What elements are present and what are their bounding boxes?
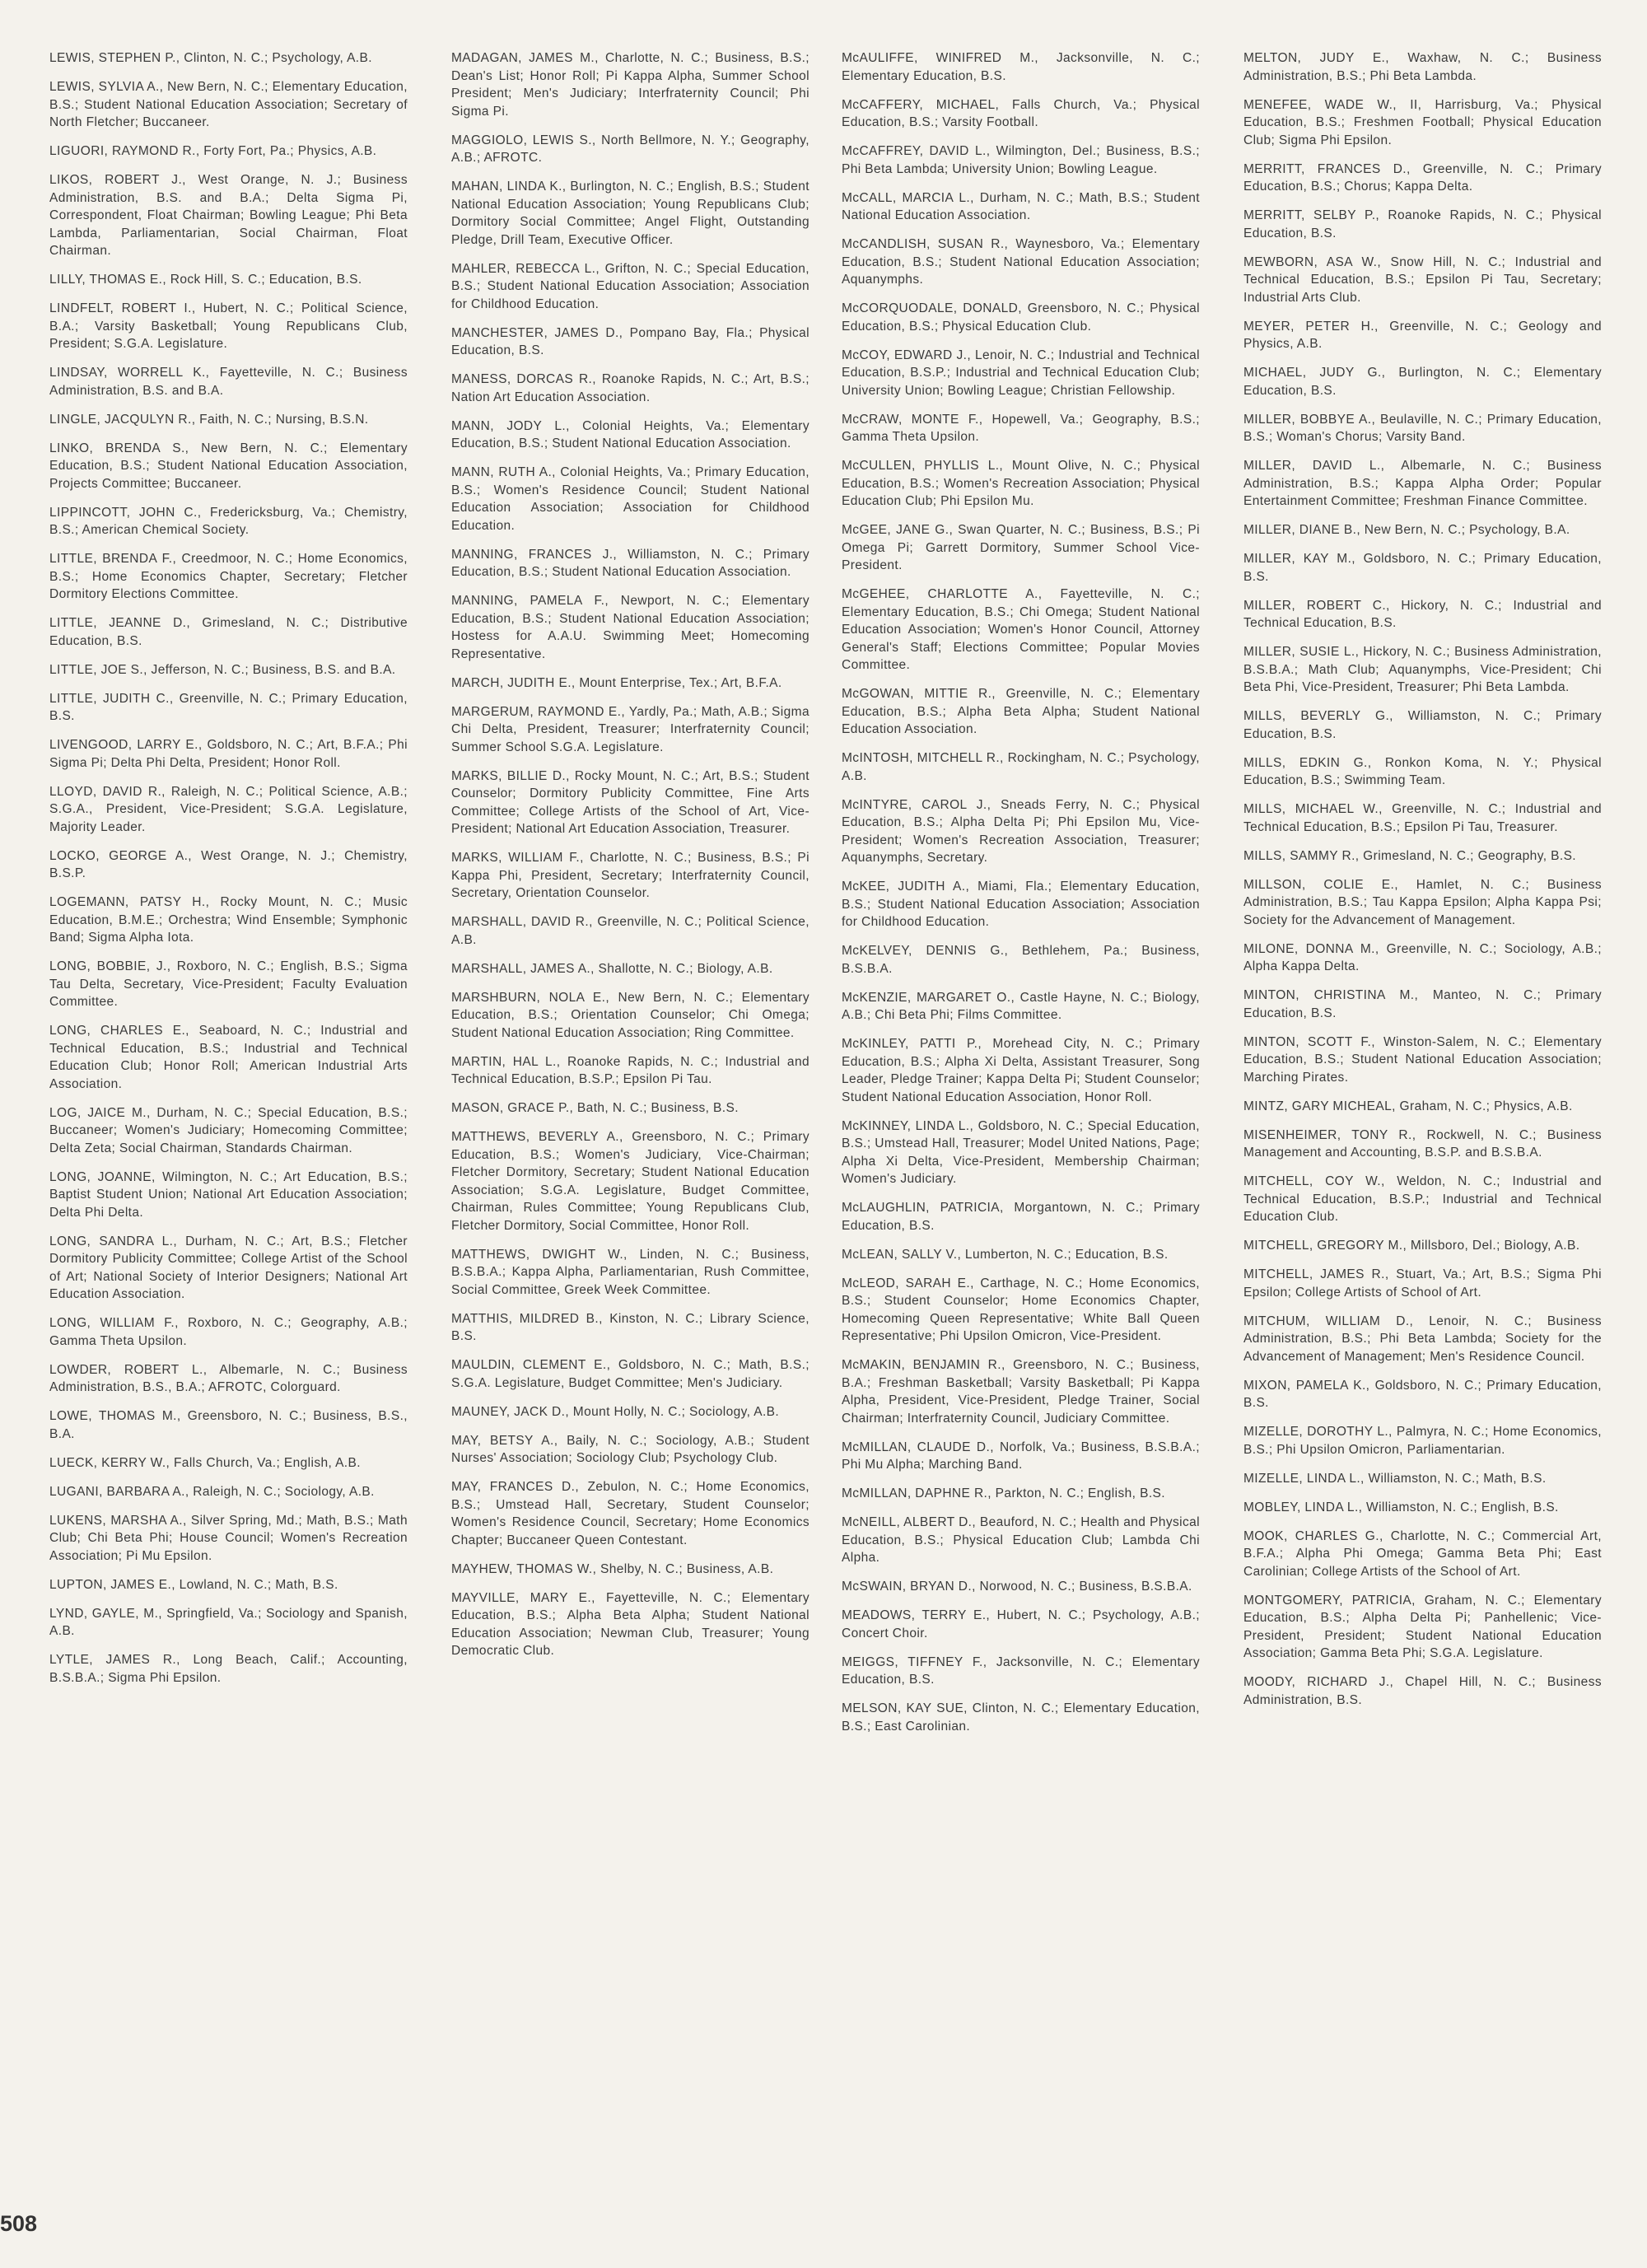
student-entry: McCRAW, MONTE F., Hopewell, Va.; Geography, B.S.; Gamma Theta Upsilon. (842, 412, 1200, 444)
student-entry: MILLS, SAMMY R., Grimesland, N. C.; Geography, B.S. (1243, 848, 1577, 863)
student-entry: McMILLAN, DAPHNE R., Parkton, N. C.; English, B.S. (842, 1486, 1165, 1500)
student-entry: LIVENGOOD, LARRY E., Goldsboro, N. C.; Art, B.F.A.; Phi Sigma Pi; Delta Phi Delta, President; Honor Roll. (49, 738, 408, 770)
student-entry: LOWDER, ROBERT L., Albemarle, N. C.; Business Administration, B.S., B.A.; AFROTC, Colorguard. (49, 1362, 408, 1394)
student-entry: MEIGGS, TIFFNEY F., Jacksonville, N. C.; Elementary Education, B.S. (842, 1654, 1200, 1687)
student-entry: LUKENS, MARSHA A., Silver Spring, Md.; Math, B.S.; Math Club; Chi Beta Phi; House Council; Women's Recreation Association; Pi Mu Epsilon. (49, 1513, 408, 1563)
column-2 (451, 49, 810, 1671)
student-entry: MADAGAN, JAMES M., Charlotte, N. C.; Business, B.S.; Dean's List; Honor Roll; Pi Kappa Alpha, Summer School President; Men's Judiciary; Interfraternity Council; Phi Sigma Pi. (451, 51, 810, 119)
student-entry: MOOK, CHARLES G., Charlotte, N. C.; Commercial Art, B.F.A.; Alpha Phi Omega; Gamma Beta Phi; East Carolinian; College Artists of the School of Art. (1243, 1528, 1602, 1579)
student-entry: LOGEMANN, PATSY H., Rocky Mount, N. C.; Music Education, B.M.E.; Orchestra; Wind Ensemble; Symphonic Band; Sigma Alpha Iota. (49, 895, 408, 945)
yearbook-page (49, 49, 1602, 2207)
student-entry: MILLS, BEVERLY G., Williamston, N. C.; Primary Education, B.S. (1243, 709, 1602, 741)
student-entry: McCALL, MARCIA L., Durham, N. C.; Math, B.S.; Student National Education Association. (842, 190, 1200, 222)
student-entry: LONG, SANDRA L., Durham, N. C.; Art, B.S.; Fletcher Dormitory Publicity Committee; College Artist of the School of Art; National Society of Interior Designers; National Art Education Association. (49, 1234, 408, 1301)
student-entry: MILLER, BOBBYE A., Beulaville, N. C.; Primary Education, B.S.; Woman's Chorus; Varsity Band. (1243, 412, 1602, 444)
student-entry: MELTON, JUDY E., Waxhaw, N. C.; Business Administration, B.S.; Phi Beta Lambda. (1243, 51, 1602, 83)
student-entry: MANNING, FRANCES J., Williamston, N. C.; Primary Education, B.S.; Student National Education Association. (451, 547, 810, 579)
student-entry: MIZELLE, DOROTHY L., Palmyra, N. C.; Home Economics, B.S.; Phi Upsilon Omicron, Parliamentarian. (1243, 1425, 1602, 1457)
student-entry: LONG, CHARLES E., Seaboard, N. C.; Industrial and Technical Education, B.S.; Industrial and Technical Education Club; Honor Roll; American Industrial Arts Association. (49, 1024, 408, 1091)
student-entry: MITCHELL, JAMES R., Stuart, Va.; Art, B.S.; Sigma Phi Epsilon; College Artists of School of Art. (1243, 1267, 1602, 1300)
student-entry: LIPPINCOTT, JOHN C., Fredericksburg, Va.; Chemistry, B.S.; American Chemical Society. (49, 505, 408, 537)
student-entry: MEWBORN, ASA W., Snow Hill, N. C.; Industrial and Technical Education, B.S.; Epsilon Pi Tau, Secretary; Industrial Arts Club. (1243, 254, 1602, 305)
student-entry: LOCKO, GEORGE A., West Orange, N. J.; Chemistry, B.S.P. (49, 848, 408, 880)
student-entry: MANN, RUTH A., Colonial Heights, Va.; Primary Education, B.S.; Women's Residence Council; Student National Education Association; Association for Childhood Education. (451, 465, 810, 533)
student-entry: McGEHEE, CHARLOTTE A., Fayetteville, N. C.; Elementary Education, B.S.; Chi Omega; Student National Education Association; Women's Honor Council, Attorney General's Staff; Elections Committee; Popular Movies Committee. (842, 587, 1200, 672)
student-entry: LOWE, THOMAS M., Greensboro, N. C.; Business, B.S., B.A. (49, 1409, 408, 1441)
student-entry: McCAFFREY, DAVID L., Wilmington, Del.; Business, B.S.; Phi Beta Lambda; University Union; Bowling League. (842, 144, 1200, 176)
student-entry: LUECK, KERRY W., Falls Church, Va.; English, A.B. (49, 1455, 361, 1470)
student-entry: LINKO, BRENDA S., New Bern, N. C.; Elementary Education, B.S.; Student National Education Association, Projects Committee; Buccaneer. (49, 441, 408, 491)
student-entry: MITCHUM, WILLIAM D., Lenoir, N. C.; Business Administration, B.S.; Phi Beta Lambda; Society for the Advancement of Management; Men's Residence Council. (1243, 1314, 1602, 1364)
student-entry: MAHAN, LINDA K., Burlington, N. C.; English, B.S.; Student National Education Association; Young Republicans Club; Dormitory Social Committee; Angel Flight, Outstanding Pledge, Drill Team, Executive Officer. (451, 180, 810, 247)
student-entry: McSWAIN, BRYAN D., Norwood, N. C.; Business, B.S.B.A. (842, 1580, 1192, 1594)
student-entry: McGEE, JANE G., Swan Quarter, N. C.; Business, B.S.; Pi Omega Pi; Garrett Dormitory, Summer School Vice-President. (842, 523, 1200, 572)
student-entry: McKELVEY, DENNIS G., Bethlehem, Pa.; Business, B.S.B.A. (842, 944, 1200, 976)
student-entry: MAYVILLE, MARY E., Fayetteville, N. C.; Elementary Education, B.S.; Alpha Beta Alpha; Student National Education Association; Newman Club, Treasurer; Young Democratic Club. (451, 1590, 810, 1658)
student-entry: MATTHIS, MILDRED B., Kinston, N. C.; Library Science, B.S. (451, 1311, 810, 1343)
column-4 (1243, 49, 1602, 1720)
student-entry: McMILLAN, CLAUDE D., Norfolk, Va.; Business, B.S.B.A.; Phi Mu Alpha; Marching Band. (842, 1440, 1200, 1472)
student-entry: MARSHBURN, NOLA E., New Bern, N. C.; Elementary Education, B.S.; Orientation Counselor; Chi Omega; Student National Education Association; Ring Committee. (451, 990, 810, 1040)
student-entry: McAULIFFE, WINIFRED M., Jacksonville, N. C.; Elementary Education, B.S. (842, 51, 1200, 83)
student-entry: MANCHESTER, JAMES D., Pompano Bay, Fla.; Physical Education, B.S. (451, 325, 810, 357)
student-entry: LITTLE, JUDITH C., Greenville, N. C.; Primary Education, B.S. (49, 691, 408, 723)
student-entry: LEWIS, SYLVIA A., New Bern, N. C.; Elementary Education, B.S.; Student National Education Association; Secretary of North Fletcher; Buccaneer. (49, 80, 408, 129)
student-entry: MILLSON, COLIE E., Hamlet, N. C.; Business Administration, B.S.; Tau Kappa Epsilon; Alpha Kappa Psi; Society for the Advancement of Management. (1243, 877, 1602, 927)
student-entry: LINGLE, JACQULYN R., Faith, N. C.; Nursing, B.S.N. (49, 412, 369, 427)
student-entry: MINTON, CHRISTINA M., Manteo, N. C.; Primary Education, B.S. (1243, 988, 1602, 1020)
student-entry: McNEILL, ALBERT D., Beauford, N. C.; Health and Physical Education, B.S.; Physical Education Club; Lambda Chi Alpha. (842, 1515, 1200, 1565)
student-entry: MAHLER, REBECCA L., Grifton, N. C.; Special Education, B.S.; Student National Education Association; Association for Childhood Education. (451, 261, 810, 311)
student-entry: McKINNEY, LINDA L., Goldsboro, N. C.; Special Education, B.S.; Umstead Hall, Treasurer; Model United Nations, Page; Alpha Xi Delta, Vice-President, Membership Chairman; Women's Judiciary. (842, 1118, 1200, 1186)
student-entry: LILLY, THOMAS E., Rock Hill, S. C.; Education, B.S. (49, 273, 362, 287)
student-entry: LONG, JOANNE, Wilmington, N. C.; Art Education, B.S.; Baptist Student Union; National Art Education Association; Delta Phi Delta. (49, 1169, 408, 1220)
student-entry: LIGUORI, RAYMOND R., Forty Fort, Pa.; Physics, A.B. (49, 144, 377, 158)
student-entry: MAYHEW, THOMAS W., Shelby, N. C.; Business, A.B. (451, 1561, 774, 1576)
student-entry: LIKOS, ROBERT J., West Orange, N. J.; Business Administration, B.S. and B.A.; Delta Sigma Pi, Correspondent, Float Chairman; Bowling League; Phi Beta Lambda, Parliamentarian, Social Chairman, Float Chairman. (49, 173, 408, 258)
student-entry: MAULDIN, CLEMENT E., Goldsboro, N. C.; Math, B.S.; S.G.A. Legislature, Budget Committee; Men's Judiciary. (451, 1358, 810, 1390)
student-entry: MERRITT, FRANCES D., Greenville, N. C.; Primary Education, B.S.; Chorus; Kappa Delta. (1243, 161, 1602, 194)
student-entry: LITTLE, JEANNE D., Grimesland, N. C.; Distributive Education, B.S. (49, 616, 408, 648)
student-entry: LONG, BOBBIE, J., Roxboro, N. C.; English, B.S.; Sigma Tau Delta, Secretary, Vice-President; Faculty Evaluation Committee. (49, 959, 408, 1009)
student-entry: McLAUGHLIN, PATRICIA, Morgantown, N. C.; Primary Education, B.S. (842, 1201, 1200, 1233)
student-entry: LOG, JAICE M., Durham, N. C.; Special Education, B.S.; Buccaneer; Women's Judiciary; Homecoming Committee; Delta Zeta; Social Chairman, Standards Chairman. (49, 1105, 408, 1155)
student-entry: MAY, BETSY A., Baily, N. C.; Sociology, A.B.; Student Nurses' Association; Sociology Club; Psychology Club. (451, 1433, 810, 1465)
student-entry: MELSON, KAY SUE, Clinton, N. C.; Elementary Education, B.S.; East Carolinian. (842, 1701, 1200, 1734)
student-entry: McCANDLISH, SUSAN R., Waynesboro, Va.; Elementary Education, B.S.; Student National Education Association; Aquanymphs. (842, 237, 1200, 287)
student-entry: McCULLEN, PHYLLIS L., Mount Olive, N. C.; Physical Education, B.S.; Women's Recreation Association; Physical Education Club; Phi Epsilon Mu. (842, 459, 1200, 508)
student-entry: McKEE, JUDITH A., Miami, Fla.; Elementary Education, B.S.; Student National Education Association; Association for Childhood Education. (842, 880, 1200, 929)
student-entry: McCOY, EDWARD J., Lenoir, N. C.; Industrial and Technical Education, B.S.P.; Industrial and Technical Education Club; University Union; Bowling League; Christian Fellowship. (842, 348, 1200, 398)
student-entry: MILLER, DAVID L., Albemarle, N. C.; Business Administration, B.S.; Kappa Alpha Order; Popular Entertainment Committee; Freshman Finance Committee. (1243, 459, 1602, 508)
student-entry: MANESS, DORCAS R., Roanoke Rapids, N. C.; Art, B.S.; Nation Art Education Association. (451, 372, 810, 404)
student-entry: MAUNEY, JACK D., Mount Holly, N. C.; Sociology, A.B. (451, 1404, 780, 1419)
student-entry: MOODY, RICHARD J., Chapel Hill, N. C.; Business Administration, B.S. (1243, 1675, 1602, 1707)
student-entry: MITCHELL, COY W., Weldon, N. C.; Industrial and Technical Education, B.S.P.; Industrial and Technical Education Club. (1243, 1174, 1602, 1224)
student-entry: McKENZIE, MARGARET O., Castle Hayne, N. C.; Biology, A.B.; Chi Beta Phi; Films Committee. (842, 990, 1200, 1022)
student-entry: MILLER, KAY M., Goldsboro, N. C.; Primary Education, B.S. (1243, 552, 1602, 584)
student-entry: LYND, GAYLE, M., Springfield, Va.; Sociology and Spanish, A.B. (49, 1606, 408, 1638)
student-entry: MIZELLE, LINDA L., Williamston, N. C.; Math, B.S. (1243, 1471, 1547, 1486)
student-entry: McCORQUODALE, DONALD, Greensboro, N. C.; Physical Education, B.S.; Physical Education Club. (842, 301, 1200, 334)
student-entry: McLEAN, SALLY V., Lumberton, N. C.; Education, B.S. (842, 1247, 1169, 1262)
student-entry: MATTHEWS, DWIGHT W., Linden, N. C.; Business, B.S.B.A.; Kappa Alpha, Parliamentarian, Rush Committee, Social Committee, Greek Week Committee. (451, 1247, 810, 1297)
student-entry: MARSHALL, JAMES A., Shallotte, N. C.; Biology, A.B. (451, 961, 773, 976)
student-entry: McCAFFERY, MICHAEL, Falls Church, Va.; Physical Education, B.S.; Varsity Football. (842, 97, 1200, 129)
student-entry: LINDFELT, ROBERT I., Hubert, N. C.; Political Science, B.A.; Varsity Basketball; Young Republicans Club, President; S.G.A. Legislature. (49, 301, 408, 351)
student-entry: McINTOSH, MITCHELL R., Rockingham, N. C.; Psychology, A.B. (842, 751, 1200, 783)
student-entry: McGOWAN, MITTIE R., Greenville, N. C.; Elementary Education, B.S.; Alpha Beta Alpha; Student National Education Association. (842, 687, 1200, 736)
student-entry: MILONE, DONNA M., Greenville, N. C.; Sociology, A.B.; Alpha Kappa Delta. (1243, 941, 1602, 973)
student-entry: MILLS, MICHAEL W., Greenville, N. C.; Industrial and Technical Education, B.S.; Epsilon Pi Tau, Treasurer. (1243, 802, 1602, 834)
student-entry: MENEFEE, WADE W., II, Harrisburg, Va.; Physical Education, B.S.; Freshmen Football; Physical Education Club; Sigma Phi Epsilon. (1243, 97, 1602, 147)
student-entry: McMAKIN, BENJAMIN R., Greensboro, N. C.; Business, B.A.; Freshman Basketball; Varsity Basketball; Pi Kappa Alpha, President, Vice-President, Pledge Trainer, Social Chairman; Interfraternity Council, Judiciary Committee. (842, 1358, 1200, 1426)
student-entry: MARKS, WILLIAM F., Charlotte, N. C.; Business, B.S.; Pi Kappa Phi, President, Secretary; Interfraternity Council, Secretary, Orientation Counselor. (451, 851, 810, 900)
student-entry: MARSHALL, DAVID R., Greenville, N. C.; Political Science, A.B. (451, 915, 810, 947)
student-entry: McKINLEY, PATTI P., Morehead City, N. C.; Primary Education, B.S.; Alpha Xi Delta, Assistant Treasurer, Song Leader, Pledge Trainer; Kappa Delta Pi; Student Counselor; Student National Education Association, Honor Roll. (842, 1037, 1200, 1104)
student-entry: MANNING, PAMELA F., Newport, N. C.; Elementary Education, B.S.; Student National Education Association; Hostess for A.A.U. Swimming Meet; Homecoming Representative. (451, 594, 810, 661)
student-entry: MIXON, PAMELA K., Goldsboro, N. C.; Primary Education, B.S. (1243, 1378, 1602, 1410)
student-entry: MERRITT, SELBY P., Roanoke Rapids, N. C.; Physical Education, B.S. (1243, 208, 1602, 240)
student-entry: LLOYD, DAVID R., Raleigh, N. C.; Political Science, A.B.; S.G.A., President, Vice-President; S.G.A. Legislature, Majority Leader. (49, 784, 408, 834)
student-entry: MEYER, PETER H., Greenville, N. C.; Geology and Physics, A.B. (1243, 319, 1602, 351)
student-entry: LUPTON, JAMES E., Lowland, N. C.; Math, B.S. (49, 1577, 338, 1592)
student-entry: MANN, JODY L., Colonial Heights, Va.; Elementary Education, B.S.; Student National Education Association. (451, 418, 810, 450)
student-entry: MASON, GRACE P., Bath, N. C.; Business, B.S. (451, 1101, 739, 1115)
column-1 (49, 49, 408, 1698)
student-entry: MATTHEWS, BEVERLY A., Greensboro, N. C.; Primary Education, B.S.; Women's Judiciary, Vice-Chairman; Fletcher Dormitory, Secretary; Student National Education Association; S.G.A. Legislature, Budget Committee, Chairman, Rules Committee; Young Republicans Club, Fletcher Dormitory, Social Committee, Honor Roll. (451, 1130, 810, 1233)
student-entry: MARCH, JUDITH E., Mount Enterprise, Tex.; Art, B.F.A. (451, 675, 782, 690)
student-entry: MOBLEY, LINDA L., Williamston, N. C.; English, B.S. (1243, 1500, 1559, 1514)
student-entry: MARGERUM, RAYMOND E., Yardly, Pa.; Math, A.B.; Sigma Chi Delta, President, Treasurer; Interfraternity Council; Summer School S.G.A. Legislature. (451, 704, 810, 754)
student-entry: McINTYRE, CAROL J., Sneads Ferry, N. C.; Physical Education, B.S.; Alpha Delta Pi; Phi Epsilon Mu, Vice-President; Women's Recreation Association, Treasurer; Aquanymphs, Secretary. (842, 797, 1200, 865)
student-entry: MEADOWS, TERRY E., Hubert, N. C.; Psychology, A.B.; Concert Choir. (842, 1608, 1200, 1640)
student-entry: MAY, FRANCES D., Zebulon, N. C.; Home Economics, B.S.; Umstead Hall, Secretary, Student Counselor; Women's Residence Council, Secretary; Home Economics Chapter; Buccaneer Queen Contestant. (451, 1480, 810, 1547)
student-entry: MILLER, DIANE B., New Bern, N. C.; Psychology, B.A. (1243, 523, 1570, 537)
student-entry: MITCHELL, GREGORY M., Millsboro, Del.; Biology, A.B. (1243, 1239, 1580, 1253)
student-entry: MARTIN, HAL L., Roanoke Rapids, N. C.; Industrial and Technical Education, B.S.P.; Epsilon Pi Tau. (451, 1054, 810, 1086)
student-entry: MINTZ, GARY MICHEAL, Graham, N. C.; Physics, A.B. (1243, 1099, 1573, 1113)
student-entry: MILLER, SUSIE L., Hickory, N. C.; Business Administration, B.S.B.A.; Math Club; Aquanymphs, Vice-President; Chi Beta Phi, Vice-President, Treasurer; Phi Beta Lambda. (1243, 645, 1602, 694)
student-entry: McLEOD, SARAH E., Carthage, N. C.; Home Economics, B.S.; Student Counselor; Home Economics Chapter, Homecoming Queen Representative; White Ball Queen Representative; Phi Upsilon Omicron, Vice-President. (842, 1276, 1200, 1343)
student-entry: LYTLE, JAMES R., Long Beach, Calif.; Accounting, B.S.B.A.; Sigma Phi Epsilon. (49, 1653, 408, 1685)
student-entry: MILLER, ROBERT C., Hickory, N. C.; Industrial and Technical Education, B.S. (1243, 598, 1602, 630)
student-entry: LEWIS, STEPHEN P., Clinton, N. C.; Psychology, A.B. (49, 51, 372, 65)
student-entry: LITTLE, BRENDA F., Creedmoor, N. C.; Home Economics, B.S.; Home Economics Chapter, Secretary; Fletcher Dormitory Elections Committee. (49, 552, 408, 601)
student-entry: LONG, WILLIAM F., Roxboro, N. C.; Geography, A.B.; Gamma Theta Upsilon. (49, 1316, 408, 1348)
student-entry: MILLS, EDKIN G., Ronkon Koma, N. Y.; Physical Education, B.S.; Swimming Team. (1243, 755, 1602, 787)
student-entry: MARKS, BILLIE D., Rocky Mount, N. C.; Art, B.S.; Student Counselor; Dormitory Publicity Committee, Fine Arts Committee; College Artists of the School of Art, Vice-President; National Art Education Association, Treasurer. (451, 768, 810, 836)
student-entry: MAGGIOLO, LEWIS S., North Bellmore, N. Y.; Geography, A.B.; AFROTC. (451, 133, 810, 165)
student-entry: MINTON, SCOTT F., Winston-Salem, N. C.; Elementary Education, B.S.; Student National Education Association; Marching Pirates. (1243, 1034, 1602, 1085)
student-entry: MONTGOMERY, PATRICIA, Graham, N. C.; Elementary Education, B.S.; Alpha Delta Pi; Panhellenic; Vice-President, President; Student National Education Association; Gamma Beta Phi; S.G.A. Legislature. (1243, 1593, 1602, 1660)
column-3 (842, 49, 1200, 1747)
student-entry: LUGANI, BARBARA A., Raleigh, N. C.; Sociology, A.B. (49, 1484, 375, 1499)
student-entry: LITTLE, JOE S., Jefferson, N. C.; Business, B.S. and B.A. (49, 662, 396, 677)
student-entry: LINDSAY, WORRELL K., Fayetteville, N. C.; Business Administration, B.S. and B.A. (49, 366, 408, 398)
student-entry: MICHAEL, JUDY G., Burlington, N. C.; Elementary Education, B.S. (1243, 366, 1602, 398)
student-entry: MISENHEIMER, TONY R., Rockwell, N. C.; Business Management and Accounting, B.S.P. and B.S.B.A. (1243, 1127, 1602, 1160)
page-number: 508 (0, 2211, 38, 2236)
